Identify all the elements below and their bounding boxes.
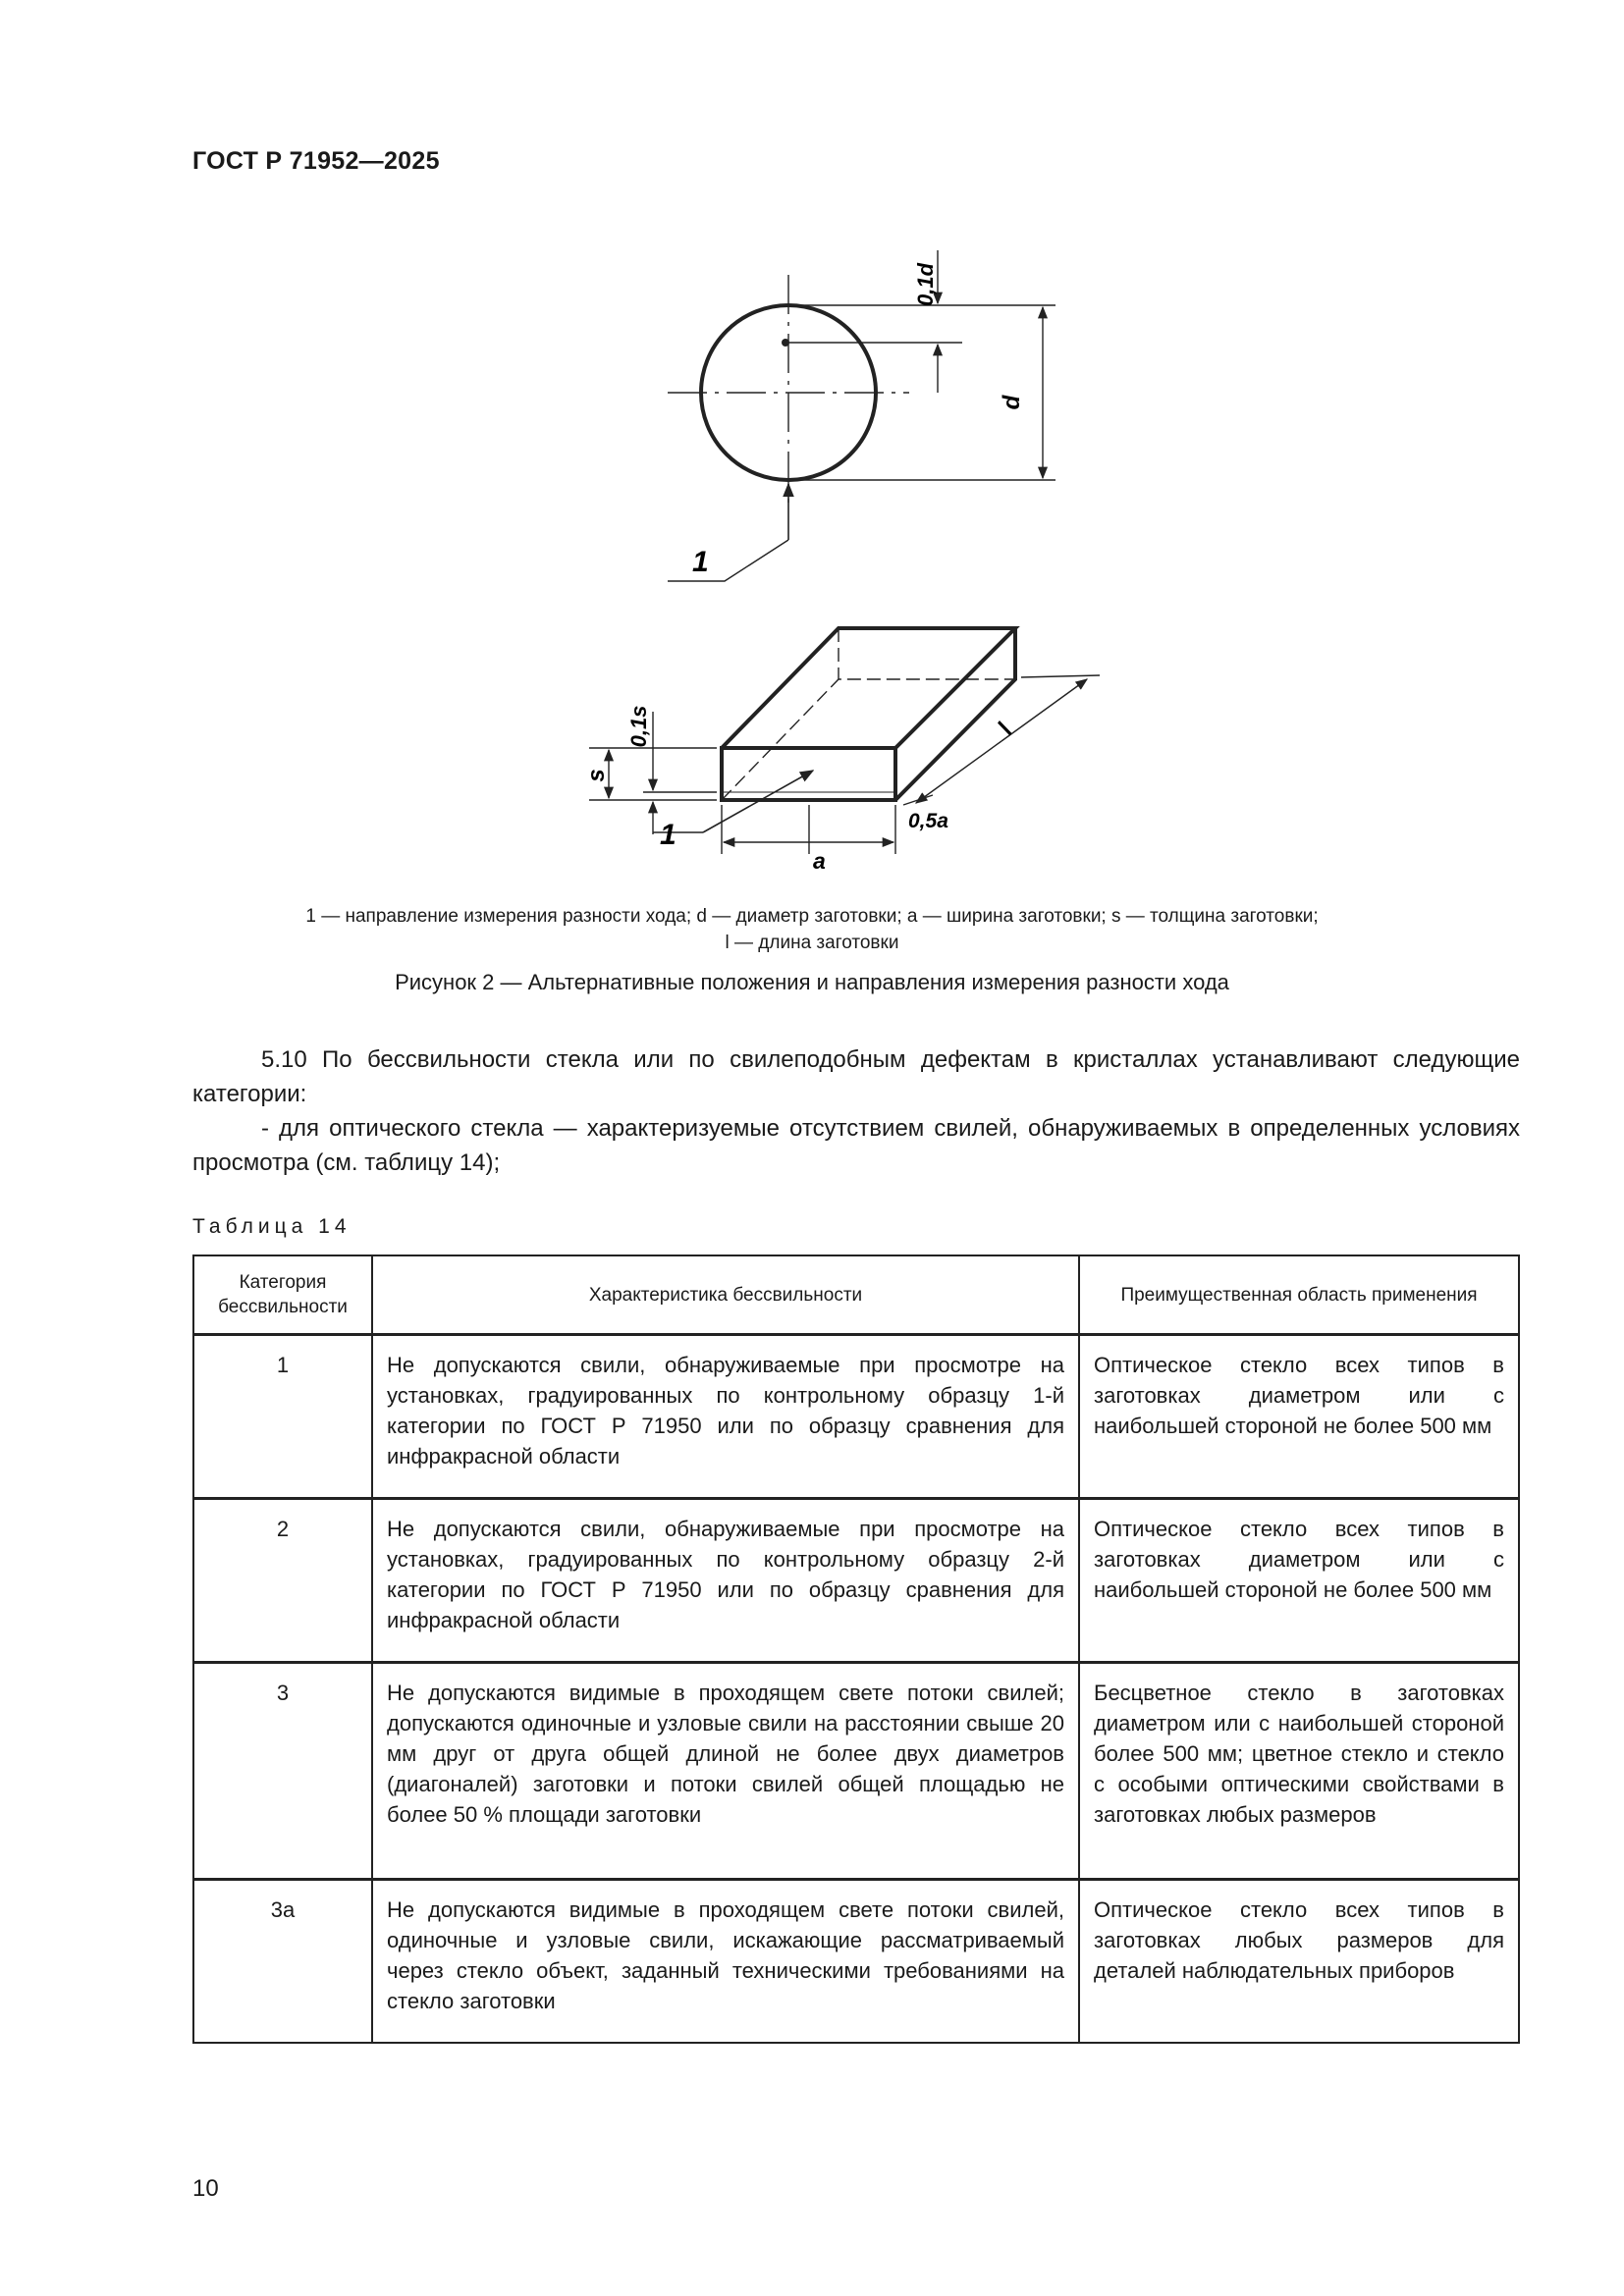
label-0-1d: 0,1d xyxy=(913,262,938,307)
label-0-5a: 0,5a xyxy=(908,810,948,832)
rectangular-blank xyxy=(722,628,1015,800)
figure-legend xyxy=(192,903,1432,956)
table-row xyxy=(193,1335,1519,1499)
paragraph-5-10-text: 5.10 По бессвильности стекла или по свилеподобным дефектам в кристаллах устанавливают следующие категории: xyxy=(192,1046,1520,1107)
table-title: Таблица 14 xyxy=(192,1215,352,1238)
cell-area: Оптическое стекло всех типов в заготовках любых размеров для деталей наблюдательных приборов xyxy=(1079,1880,1519,2044)
label-0-1s: 0,1s xyxy=(626,705,651,748)
cell-area: Оптическое стекло всех типов в заготовках диаметром или с наибольшей стороной не более 500 мм xyxy=(1079,1335,1519,1499)
cell-characteristic: Не допускаются видимые в проходящем свете потоки свилей, одиночные и узловые свили, искажающие рассматриваемый через стекло объект, заданный техническими требованиями на стекло заготовки xyxy=(372,1880,1079,2044)
cell-category: 2 xyxy=(193,1499,372,1663)
label-direction-1-bottom: 1 xyxy=(660,819,677,851)
table-row xyxy=(193,1663,1519,1880)
figure-drawing xyxy=(550,216,1139,883)
figure-legend-line-2: l — длина заготовки xyxy=(725,933,899,953)
document-header: ГОСТ Р 71952—2025 xyxy=(192,147,440,175)
label-s: s xyxy=(583,769,610,782)
cell-characteristic: Не допускаются видимые в проходящем свете потоки свилей; допускаются одиночные и узловые свили на расстоянии свыше 20 мм друг от друга общей длиной не более двух диаметров (диагоналей) заготовки и потоки свилей общей площадью не более 50 % площади заготовки xyxy=(372,1663,1079,1880)
table-row xyxy=(193,1499,1519,1663)
label-direction-1-top: 1 xyxy=(692,546,709,578)
cell-area: Оптическое стекло всех типов в заготовках диаметром или с наибольшей стороной не более 500 мм xyxy=(1079,1499,1519,1663)
figure-legend-line-1: 1 — направление измерения разности хода; d — диаметр заготовки; a — ширина заготовки; s — толщина заготовки; xyxy=(305,906,1319,927)
cell-category: 1 xyxy=(193,1335,372,1499)
paragraph-5-10 xyxy=(192,1042,1520,1111)
label-a: a xyxy=(813,848,826,874)
header-characteristic: Характеристика бессвильности xyxy=(372,1255,1079,1335)
table-14 xyxy=(192,1255,1520,2044)
cell-category: 3а xyxy=(193,1880,372,2044)
table-header-row xyxy=(193,1255,1519,1335)
figure-2 xyxy=(550,216,1139,883)
cell-characteristic: Не допускаются свили, обнаруживаемые при просмотре на установках, градуированных по контрольному образцу 1-й категории по ГОСТ Р 71950 или по образцу сравнения для инфракрасной области xyxy=(372,1335,1079,1499)
cell-characteristic: Не допускаются свили, обнаруживаемые при просмотре на установках, градуированных по контрольному образцу 2-й категории по ГОСТ Р 71950 или по образцу сравнения для инфракрасной области xyxy=(372,1499,1079,1663)
paragraph-optical-glass-text: - для оптического стекла — характеризуемые отсутствием свилей, обнаруживаемых в определенных условиях просмотра (см. таблицу 14); xyxy=(192,1115,1520,1176)
label-l: l xyxy=(992,719,1018,740)
figure-caption: Рисунок 2 — Альтернативные положения и направления измерения разности хода xyxy=(395,970,1229,994)
header-area: Преимущественная область применения xyxy=(1079,1255,1519,1335)
page-number: 10 xyxy=(192,2175,219,2202)
header-category: Категория бессвильности xyxy=(193,1255,372,1335)
label-d: d xyxy=(999,395,1025,410)
table-row xyxy=(193,1880,1519,2044)
paragraph-optical-glass xyxy=(192,1111,1520,1180)
cell-area: Бесцветное стекло в заготовках диаметром или с наибольшей стороной более 500 мм; цветное стекло и стекло с особыми оптическими свойствами в заготовках любых размеров xyxy=(1079,1663,1519,1880)
cell-category: 3 xyxy=(193,1663,372,1880)
